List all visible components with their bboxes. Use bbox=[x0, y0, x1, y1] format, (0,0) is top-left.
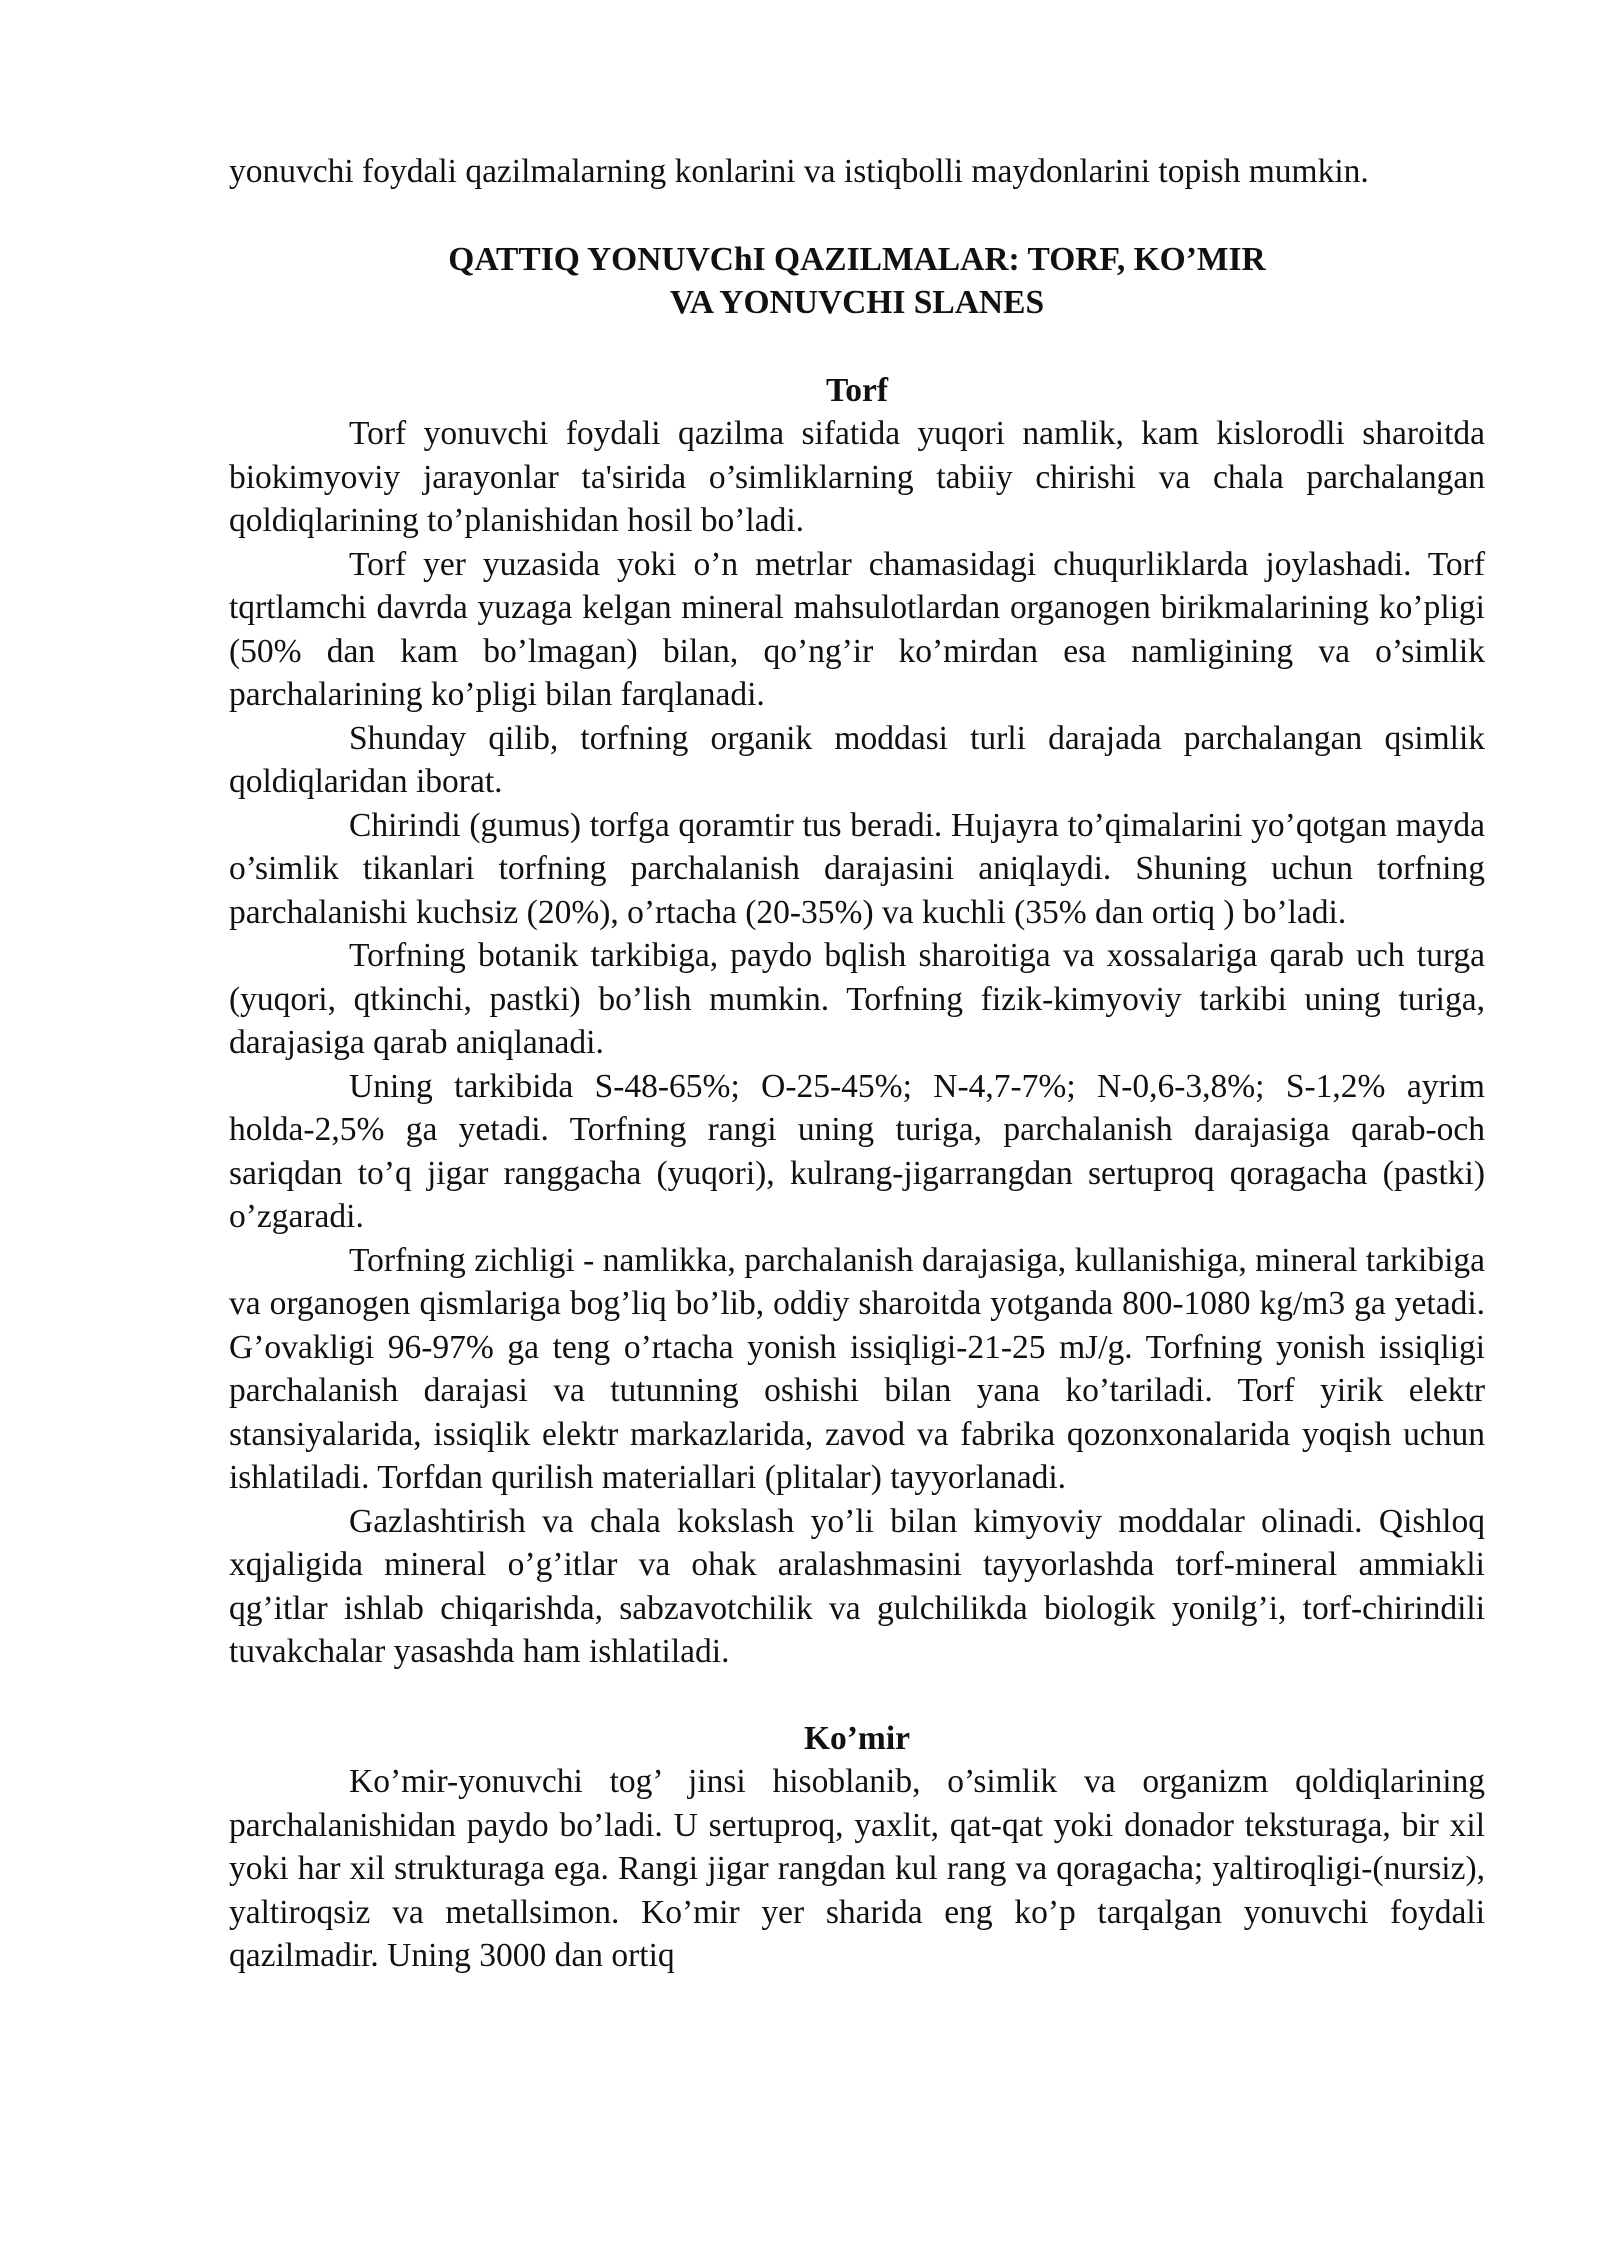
section-title-line-1: QATTIQ YONUVChI QAZILMALAR: TORF, KO’MIR bbox=[448, 240, 1266, 278]
section-title bbox=[229, 238, 1485, 325]
torf-paragraph-7: Torfning zichligi - namlikka, parchalanish darajasiga, kullanishiga, mineral tarkibiga va organogen qismlariga bog’liq bo’lib, oddiy sharoitda yotganda 800-1080 kg/m3 ga yetadi. G’ovakligi 96-97% ga teng o’rtacha yonish issiqligi-21-25 mJ/g. Torfning yonish issiqligi parchalanish darajasi va tutunning oshishi bilan yana ko’tariladi. Torf yirik elektr stansiyalarida, issiqlik elektr markazlarida, zavod va fabrika qozonxonalarida yoqish uchun ishlatiladi. Torfdan qurilish materiallari (plitalar) tayyorlanadi. bbox=[229, 1241, 1485, 1496]
section-title-line-2: VA YONUVCHI SLANES bbox=[669, 284, 1045, 321]
torf-heading: Torf bbox=[825, 371, 889, 409]
document-page bbox=[229, 150, 1485, 1978]
torf-paragraph-8: Gazlashtirish va chala kokslash yo’li bilan kimyoviy moddalar olinadi. Qishloq xqjaligida mineral o’g’itlar va ohak aralashmasini tayyorlashda torf-mineral ammiakli qg’itlar ishlab chiqarishda, sabzavotchilik va gulchilikda biologik yonilg’i, torf-chirindili tuvakchalar yasashda ham ishlatiladi. bbox=[229, 1502, 1485, 1670]
torf-paragraph-5: Torfning botanik tarkibiga, paydo bqlish sharoitiga va xossalariga qarab uch turga (yuqori, qtkinchi, pastki) bo’lish mumkin. Torfning fizik-kimyoviy tarkibi uning turiga, darajasiga qarab aniqlanadi. bbox=[229, 937, 1485, 1061]
komir-paragraph-1: Ko’mir-yonuvchi tog’ jinsi hisoblanib, o’simlik va organizm qoldiqlarining parchalanishidan paydo bo’ladi. U sertuproq, yaxlit, qat-qat yoki donador teksturaga, bir xil yoki har xil strukturaga ega. Rangi jigar rangdan kul rang va qoragacha; yaltiroqligi-(nursiz), yaltiroqsiz va metallsimon. Ko’mir yer sharida eng ko’p tarqalgan yonuvchi foydali qazilmadir. Uning 3000 dan ortiq bbox=[229, 1763, 1485, 1974]
intro-paragraph: yonuvchi foydali qazilmalarning konlarini va istiqbolli maydonlarini topish mumkin. bbox=[229, 153, 1369, 190]
torf-paragraph-4: Chirindi (gumus) torfga qoramtir tus beradi. Hujayra to’qimalarini yo’qotgan mayda o’simlik tikanlari torfning parchalanish darajasini aniqlaydi. Shuning uchun torfning parchalanishi kuchsiz (20%), o’rtacha (20-35%) va kuchli (35% dan ortiq ) bo’ladi. bbox=[229, 806, 1485, 931]
torf-paragraph-1: Torf yonuvchi foydali qazilma sifatida yuqori namlik, kam kislorodli sharoitda biokimyoviy jarayonlar ta'sirida o’simliklarning tabiiy chirishi va chala parchalangan qoldiqlarining to’planishidan hosil bo’ladi. bbox=[229, 415, 1485, 539]
torf-paragraph-2: Torf yer yuzasida yoki o’n metrlar chamasidagi chuqurliklarda joylashadi. Torf tqrtlamchi davrda yuzaga kelgan mineral mahsulotlardan organogen birikmalarining ko’pligi (50% dan kam bo’lmagan) bilan, qo’ng’ir ko’mirdan esa namligining va o’simlik parchalarining ko’pligi bilan farqlanadi. bbox=[229, 545, 1485, 713]
torf-paragraph-6: Uning tarkibida S-48-65%; O-25-45%; N-4,7-7%; N-0,6-3,8%; S-1,2% ayrim holda-2,5% ga yetadi. Torfning rangi uning turiga, parchalanish darajasiga qarab-och sariqdan to’q jigar ranggacha (yuqori), kulrang-jigarrangdan sertuproq qoragacha (pastki) o’zgaradi. bbox=[229, 1067, 1485, 1235]
komir-heading: Ko’mir bbox=[803, 1719, 911, 1757]
torf-paragraph-3: Shunday qilib, torfning organik moddasi turli darajada parchalangan qsimlik qoldiqlaridan iborat. bbox=[229, 719, 1485, 800]
